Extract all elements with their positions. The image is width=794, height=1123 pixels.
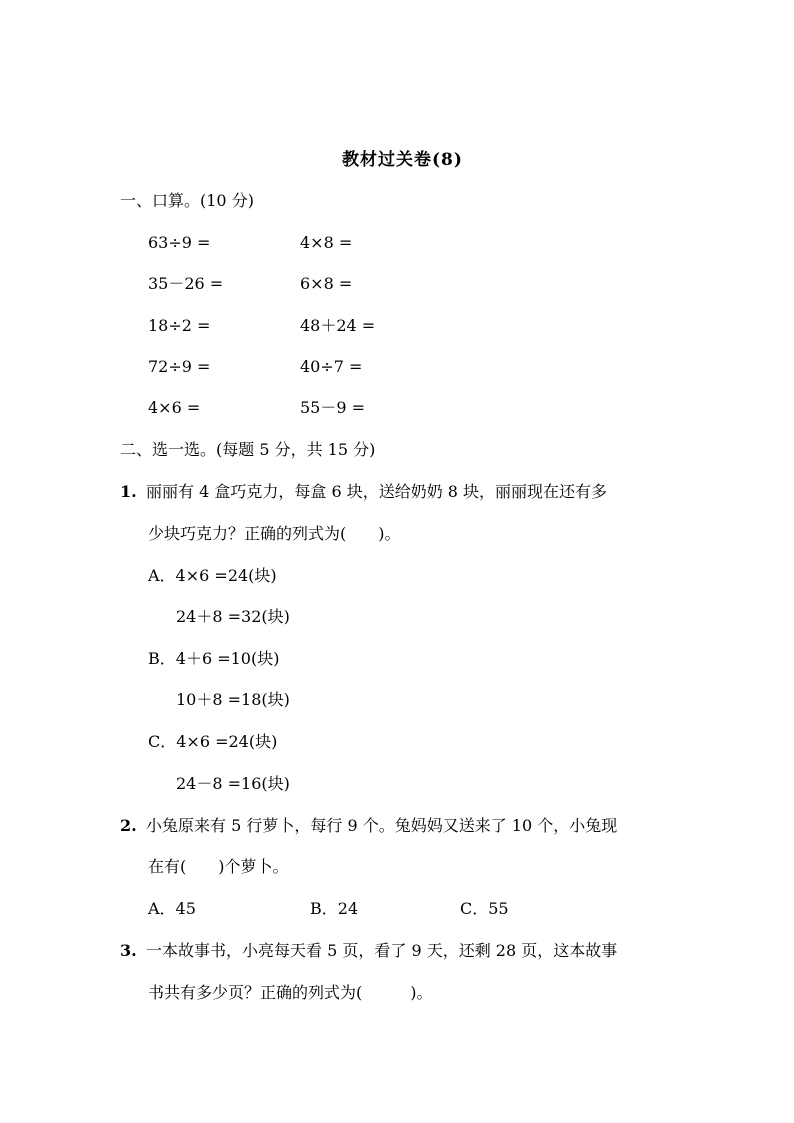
calc-item: 63÷9 =	[148, 233, 211, 252]
option-a: A．4×6 =24(块)	[148, 566, 277, 585]
calc-item: 4×8 =	[300, 233, 353, 252]
question-text: 少块巧克力？正确的列式为( )。	[148, 524, 401, 543]
option-a: A．45	[148, 899, 196, 918]
section2-heading: 二、选一选。(每题 5 分，共 15 分)	[120, 440, 376, 459]
option-b: B．4＋6 =10(块)	[148, 649, 280, 668]
calc-item: 72÷9 =	[148, 357, 211, 376]
calc-item: 55－9 =	[300, 398, 366, 417]
option-b: B．24	[310, 899, 359, 918]
option-c-line2: 24－8 =16(块)	[176, 774, 290, 793]
question-text: 小兔原来有 5 行萝卜，每行 9 个。兔妈妈又送来了 10 个，小兔现	[146, 816, 618, 835]
question-number: 3.	[120, 941, 137, 960]
option-c: C．55	[460, 899, 509, 918]
question-text: 书共有多少页？正确的列式为( )。	[148, 983, 433, 1002]
question-text: 在有( )个萝卜。	[148, 857, 289, 876]
calc-item: 35－26 =	[148, 274, 224, 293]
option-a-line2: 24＋8 =32(块)	[176, 607, 290, 626]
section1-heading: 一、口算。(10 分)	[120, 191, 254, 210]
option-b-line2: 10＋8 =18(块)	[176, 690, 290, 709]
question-text: 丽丽有 4 盒巧克力，每盒 6 块，送给奶奶 8 块，丽丽现在还有多	[146, 482, 608, 501]
calc-item: 18÷2 =	[148, 316, 211, 335]
calc-item: 4×6 =	[148, 398, 201, 417]
option-c: C．4×6 =24(块)	[148, 732, 278, 751]
calc-item: 6×8 =	[300, 274, 353, 293]
calc-item: 48＋24 =	[300, 316, 376, 335]
question-number: 2.	[120, 816, 137, 835]
page-title: 教材过关卷(8)	[342, 150, 463, 170]
question-number: 1.	[120, 482, 137, 501]
calc-item: 40÷7 =	[300, 357, 363, 376]
question-text: 一本故事书，小亮每天看 5 页，看了 9 天，还剩 28 页，这本故事	[146, 941, 618, 960]
